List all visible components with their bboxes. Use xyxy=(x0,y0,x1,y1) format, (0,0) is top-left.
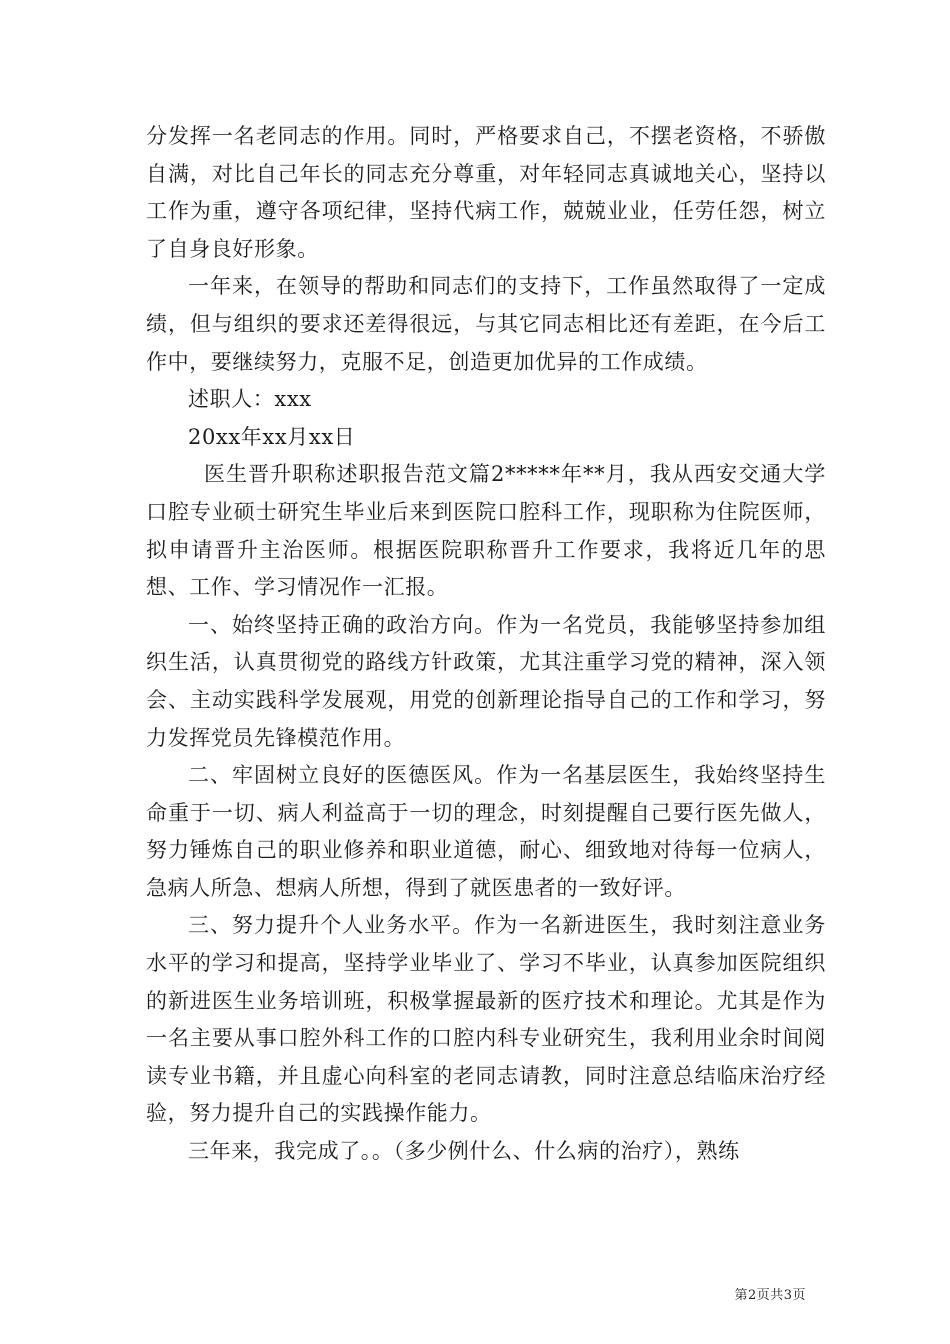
paragraph-section-3: 三、努力提升个人业务水平。作为一名新进医生，我时刻注意业务水平的学习和提高，坚持学业毕业了、学习不毕业，认真参加医院组织的新进医生业务培训班，积极掌握最新的医疗技术和理论。尤其是作为一名主要从事口腔外科工作的口腔内科专业研究生，我利用业余时间阅读专业书籍，并且虚心向科室的老同志请教，同时注意总结临床治疗经验，努力提升自己的实践操作能力。 xyxy=(146,913,826,1126)
paragraph-three-years: 三年来，我完成了。。（多少例什么、什么病的治疗），熟练 xyxy=(188,1139,740,1164)
document-body xyxy=(146,118,826,1171)
date-line: 20xx年xx月xx日 xyxy=(188,424,356,449)
paragraph-summary: 一年来，在领导的帮助和同志们的支持下，工作虽然取得了一定成绩，但与组织的要求还差得很远，与其它同志相比还有差距，在今后工作中，要继续努力，克服不足，创造更加优异的工作成绩。 xyxy=(146,274,826,374)
paragraph-essay-2-intro: 医生晋升职称述职报告范文篇2*****年**月，我从西安交通大学口腔专业硕士研究生毕业后来到医院口腔科工作，现职称为住院医师，拟申请晋升主治医师。根据医院职称晋升工作要求，我将近几年的思想、工作、学习情况作一汇报。 xyxy=(146,462,826,600)
paragraph-section-2: 二、牢固树立良好的医德医风。作为一名基层医生，我始终坚持生命重于一切、病人利益高于一切的理念，时刻提醒自己要行医先做人，努力锤炼自己的职业修养和职业道德，耐心、细致地对待每一位病人，急病人所急、想病人所想，得到了就医患者的一致好评。 xyxy=(146,763,826,900)
paragraph-continuation: 分发挥一名老同志的作用。同时，严格要求自己，不摆老资格，不骄傲自满，对比自己年长的同志充分尊重，对年轻同志真诚地关心，坚持以工作为重，遵守各项纪律，坚持代病工作，兢兢业业，任劳任怨，树立了自身良好形象。 xyxy=(146,124,826,261)
page-number: 第2页共3页 xyxy=(734,1288,806,1303)
signature-line: 述职人：xxx xyxy=(188,387,312,412)
paragraph-section-1: 一、始终坚持正确的政治方向。作为一名党员，我能够坚持参加组织生活，认真贯彻党的路线方针政策，尤其注重学习党的精神，深入领会、主动实践科学发展观，用党的创新理论指导自己的工作和学习，努力发挥党员先锋模范作用。 xyxy=(146,612,826,750)
